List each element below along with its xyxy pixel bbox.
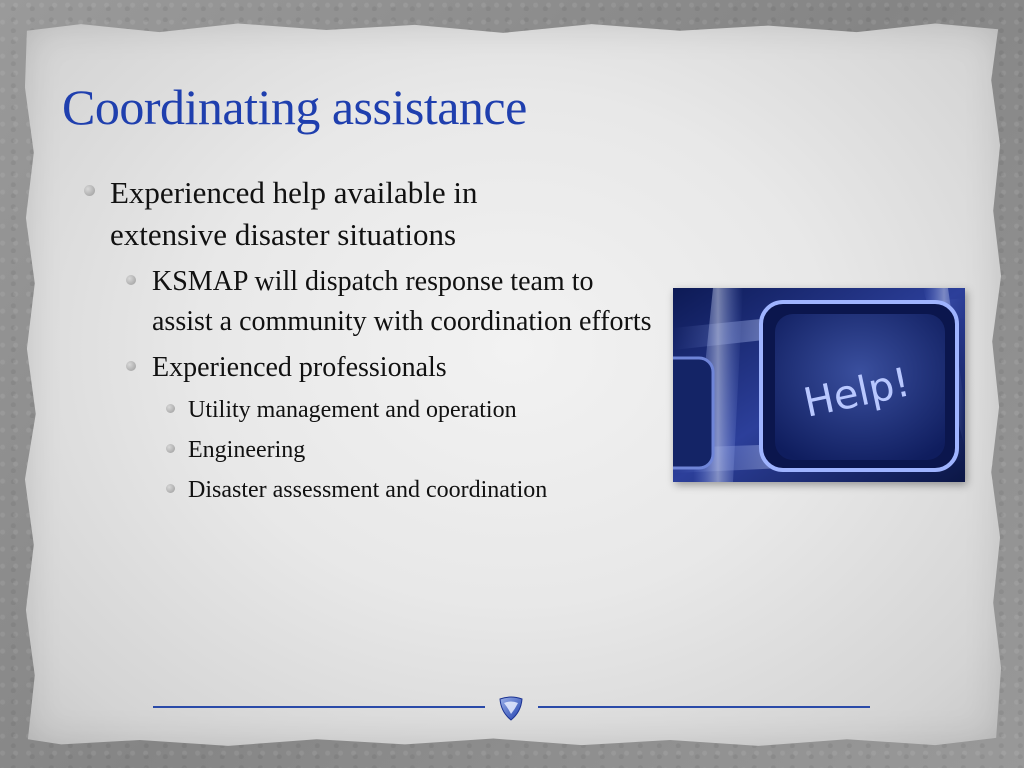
sub-bullet-text: Experienced professionals bbox=[152, 352, 447, 383]
sub-sub-bullet-item bbox=[166, 432, 654, 468]
sub-bullet-item bbox=[126, 348, 654, 508]
sub-sub-bullet-text: Disaster assessment and coordination bbox=[188, 477, 548, 503]
sub-sub-bullet-text: Engineering bbox=[188, 437, 306, 463]
bullet-text: Experienced help available in bbox=[110, 175, 478, 210]
sub-bullet-item bbox=[126, 262, 654, 342]
bullet-dot-icon bbox=[166, 404, 175, 413]
bullet-dot-icon bbox=[126, 361, 136, 371]
bullet-dot-icon bbox=[126, 275, 136, 285]
slide-content bbox=[84, 172, 654, 508]
slide-title: Coordinating assistance bbox=[62, 79, 527, 135]
sub-sub-bullet-item bbox=[166, 472, 654, 508]
bullet-dot-icon bbox=[84, 185, 95, 196]
sub-sub-bullet-text: Utility management and operation bbox=[188, 397, 517, 423]
footer-divider-left bbox=[153, 706, 485, 708]
help-key-label: Help! bbox=[799, 359, 915, 427]
sub-sub-bullet-list bbox=[166, 392, 654, 508]
bullet-item bbox=[84, 172, 654, 508]
footer-divider-right bbox=[538, 706, 870, 708]
sub-bullet-list bbox=[126, 262, 654, 508]
help-key-illustration bbox=[673, 288, 965, 482]
bullet-dot-icon bbox=[166, 444, 175, 453]
bullet-list bbox=[84, 172, 654, 508]
help-keycap bbox=[761, 302, 957, 470]
bullet-text: extensive disaster situations bbox=[110, 217, 457, 252]
sub-bullet-text: KSMAP will dispatch response team to assist a community with coordination efforts bbox=[152, 266, 652, 337]
help-key-photo bbox=[673, 288, 965, 482]
bullet-dot-icon bbox=[166, 484, 175, 493]
shield-logo-icon bbox=[497, 694, 525, 722]
sub-sub-bullet-item bbox=[166, 392, 654, 428]
